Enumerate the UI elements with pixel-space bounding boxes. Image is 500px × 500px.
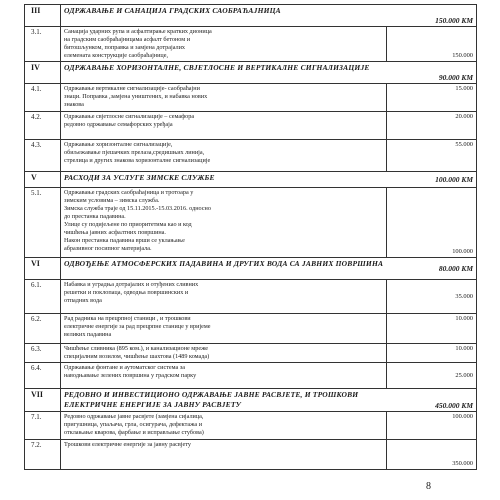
- item-description-line: наводњавање зелених површина у градском парку: [64, 372, 197, 379]
- item-amount: 100.000: [387, 188, 477, 258]
- item-description-line: отпадних вода: [64, 297, 102, 304]
- item-row: [25, 314, 477, 344]
- item-number: 4.2.: [25, 112, 61, 140]
- section-number: V: [25, 172, 61, 188]
- item-row: [25, 112, 477, 140]
- item-row: [25, 440, 477, 470]
- item-description-line: знакова: [64, 101, 84, 108]
- item-description-line: електричне енергије за рад прецрпне станице у вријеме: [64, 323, 211, 330]
- item-amount: 20.000: [387, 112, 477, 140]
- item-number: 5.1.: [25, 188, 61, 258]
- item-description-line: Набавка и уградња дотрајалих и отуђених сливних: [64, 281, 199, 288]
- item-amount: 350.000: [387, 440, 477, 470]
- section-row: [25, 62, 477, 84]
- item-number: 3.1.: [25, 27, 61, 62]
- item-description-line: Одржавање фонтане и аутоматског система за: [64, 364, 185, 371]
- item-row: [25, 27, 477, 62]
- item-description-line: специјалним возилом, чишћење шахтова (1489 комада): [64, 353, 210, 360]
- item-number: 6.2.: [25, 314, 61, 344]
- item-description-line: чишћења јавних асфалтних површина.: [64, 229, 166, 236]
- item-description: [61, 280, 387, 314]
- item-amount: 10.000: [387, 314, 477, 344]
- item-description-line: отклањање кварова, фарбање и исправљање стубова): [64, 429, 204, 436]
- item-description: [61, 440, 387, 470]
- item-description: [61, 344, 387, 363]
- item-row: [25, 188, 477, 258]
- section-title: РАСХОДИ ЗА УСЛУГЕ ЗИМСКЕ СЛУЖБЕ: [61, 172, 387, 188]
- section-number: VII: [25, 389, 61, 412]
- section-title: РЕДОВНО И ИНВЕСТИЦИОНО ОДРЖАВАЊЕ ЈАВНЕ РАСВЈЕТЕ, И ТРОШКОВИ ЕЛЕКТРИЧНЕ ЕНЕРГИЈЕ ЗА ЈАВНУ РАСВЈЕТУ: [61, 389, 387, 412]
- item-amount: 15.000: [387, 84, 477, 112]
- item-description: [61, 363, 387, 389]
- section-amount: 100.000 KM: [387, 172, 477, 188]
- item-amount: 55.000: [387, 140, 477, 172]
- item-description-line: редовно одржавање семафорских уређаја: [64, 121, 173, 128]
- section-row: [25, 389, 477, 412]
- item-number: 6.3.: [25, 344, 61, 363]
- section-number: VI: [25, 258, 61, 280]
- budget-table-body: [25, 5, 477, 470]
- section-title: ОДРЖАВАЊЕ И САНАЦИЈА ГРАДСКИХ САОБРАЋАЈНИЦА: [61, 5, 387, 27]
- item-number: 4.3.: [25, 140, 61, 172]
- item-number: 7.2.: [25, 440, 61, 470]
- budget-table: [24, 4, 477, 470]
- item-description: [61, 412, 387, 440]
- item-amount: 25.000: [387, 363, 477, 389]
- item-row: [25, 140, 477, 172]
- section-number: III: [25, 5, 61, 27]
- item-description: [61, 27, 387, 62]
- item-description-line: Одржавање хоризонталне сигнализације,: [64, 141, 173, 148]
- item-description-line: до престанка падавина.: [64, 213, 126, 220]
- item-description-line: решетки и поклопаца, одводња површинских и: [64, 289, 189, 296]
- item-description-line: зимским условима – зимска служба.: [64, 197, 160, 204]
- page-number: 8: [426, 481, 431, 492]
- item-description-line: Одржавање вертикалне сигнализације- саобраћајни: [64, 85, 200, 92]
- item-description-line: абразивног посипног материјала.: [64, 245, 152, 252]
- item-description-line: обиљежавање пјешачких прелаза,средишњих линија,: [64, 149, 205, 156]
- section-amount: 90.000 KM: [387, 62, 477, 84]
- section-number: IV: [25, 62, 61, 84]
- item-number: 6.1.: [25, 280, 61, 314]
- item-row: [25, 84, 477, 112]
- item-amount: 100.000: [387, 412, 477, 440]
- item-description-line: великих падавина: [64, 331, 112, 338]
- section-row: [25, 172, 477, 188]
- item-number: 7.1.: [25, 412, 61, 440]
- item-number: 4.1.: [25, 84, 61, 112]
- item-description: [61, 314, 387, 344]
- item-description-line: Одржавање градских саобраћајница и тротоара у: [64, 189, 194, 196]
- item-description-line: Након престанка падавина врши се уклањање: [64, 237, 185, 244]
- item-amount: 10.000: [387, 344, 477, 363]
- section-row: [25, 5, 477, 27]
- item-description-line: Трошкови електричне енергије за јавну расвјету: [64, 441, 191, 448]
- section-amount: 450.000 KM: [387, 389, 477, 412]
- item-description-line: стрелица и других знакова хоризонталне сигнализације: [64, 157, 211, 164]
- item-description-line: Чишћење сливника (895 ком.), и канализационе мреже: [64, 345, 209, 352]
- section-amount: 150.000 KM: [387, 5, 477, 27]
- item-description-line: Одржавање свјетлосне сигнализације – семафора: [64, 113, 195, 120]
- section-row: [25, 258, 477, 280]
- section-amount: 80.000 KM: [387, 258, 477, 280]
- item-description-line: Редовно одржавање јавне расвјете (замјена сијалица,: [64, 413, 204, 420]
- item-number: 6.4.: [25, 363, 61, 389]
- section-title: ОДРЖАВАЊЕ ХОРИЗОНТАЛНЕ, СВЈЕТЛОСНЕ И ВЕРТИКАЛНЕ СИГНАЛИЗАЦИЈЕ: [61, 62, 387, 84]
- item-description: [61, 112, 387, 140]
- item-row: [25, 280, 477, 314]
- item-description: [61, 84, 387, 112]
- item-description: [61, 188, 387, 258]
- item-description-line: знаци. Поправка ,замјена уништених, и набавка нових: [64, 93, 208, 100]
- item-row: [25, 412, 477, 440]
- item-description-line: Рад радника на прецрпној станици , и трошкови: [64, 315, 191, 322]
- item-description-line: битошљунком, поправка и замјена дотрајалих: [64, 44, 186, 51]
- item-description-line: Зимска служба траје од 15.11.2015.-15.03.2016. односно: [64, 205, 211, 212]
- section-title: ОДВОЂЕЊЕ АТМОСФЕРСКИХ ПАДАВИНА И ДРУГИХ ВОДА СА ЈАВНИХ ПОВРШИНА: [61, 258, 387, 280]
- item-description-line: пригушница, упаљача, грла, осигурача, дефектажа и: [64, 421, 203, 428]
- item-description-line: на градским саобраћајницама асфалт бетоном и: [64, 36, 191, 43]
- item-description-line: Улице су подијељене по приоритетима као и код: [64, 221, 192, 228]
- item-description-line: Санација ударних рупа и асфалтирање кратких дионица: [64, 28, 212, 35]
- item-row: [25, 363, 477, 389]
- item-row: [25, 344, 477, 363]
- item-description: [61, 140, 387, 172]
- item-amount: 150.000: [387, 27, 477, 62]
- item-amount: 35.000: [387, 280, 477, 314]
- item-description-line: елемената конструкције саобраћајнице,: [64, 52, 169, 59]
